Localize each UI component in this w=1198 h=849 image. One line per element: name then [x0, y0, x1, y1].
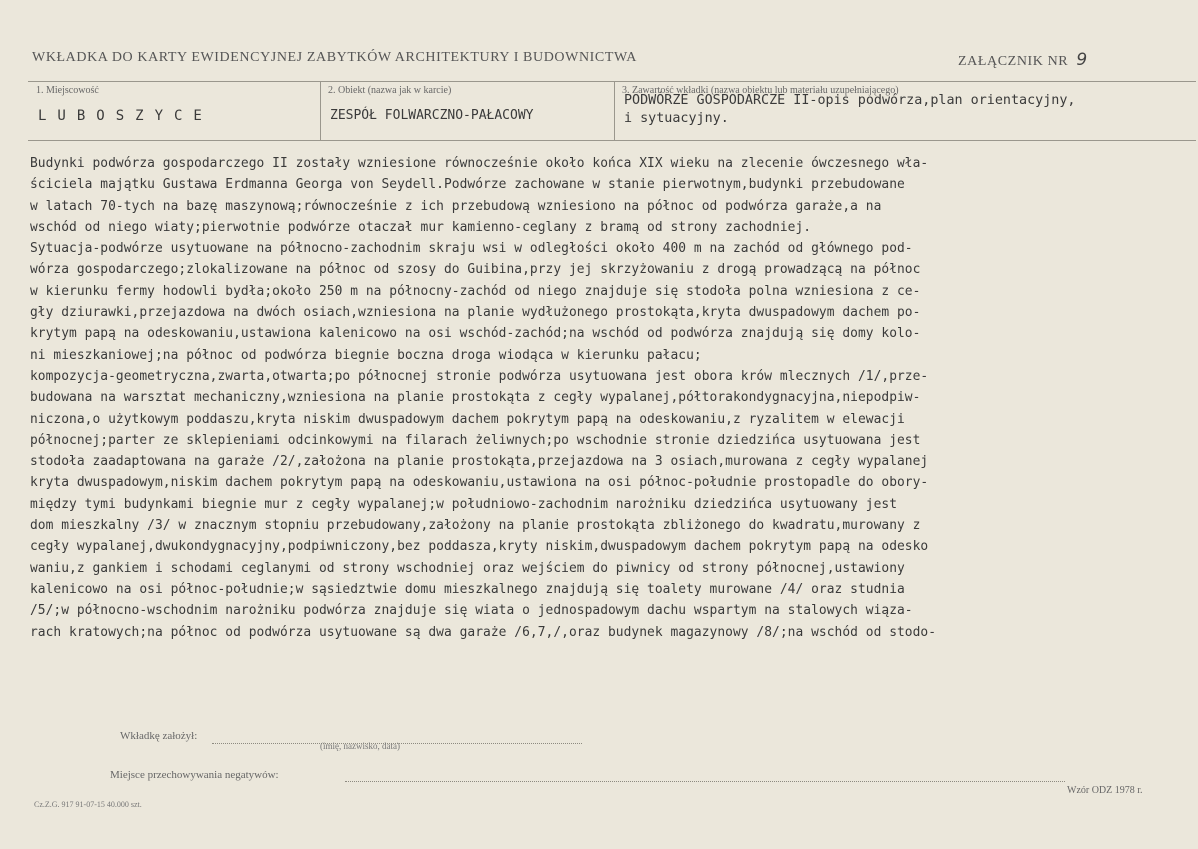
text-line: wschód od niego wiaty;pierwotnie podwórze otaczał mur kamienno-ceglany z bramą od strony zachodniej.: [30, 219, 812, 235]
text-line: Budynki podwórza gospodarczego II zostały wzniesione równocześnie około końca XIX wieku na zlecenie ówczesnego wła-: [30, 156, 929, 171]
field-3-value-line-1: PODWÓRZE GOSPODARCZE II-opis podwórza,plan orientacyjny,: [624, 93, 1076, 108]
header-rule: [28, 81, 1196, 82]
text-line: kalenicowo na osi północ-południe;w sąsiedztwie domu mieszkalnego znajdują się toalety murowane /4/ oraz studnia: [30, 581, 905, 597]
fields-bottom-rule: [28, 140, 1196, 141]
negatives-label: Miejsce przechowywania negatywów:: [110, 769, 279, 781]
form-title: WKŁADKA DO KARTY EWIDENCYJNEJ ZABYTKÓW ARCHITEKTURY I BUDOWNICTWA: [32, 50, 637, 65]
text-line: kompozycja-geometryczna,zwarta,otwarta;po północnej stronie podwórza usytuowana jest obora krów mlecznych /1/,prze-: [30, 368, 929, 384]
text-line: cegły wypalanej,dwukondygnacyjny,podpiwniczony,bez poddasza,kryty niskim,dwuspadowym dachem pokrytym papą na odesko: [30, 539, 929, 555]
wkladke-sublabel: (imię, nazwisko, data): [320, 741, 400, 751]
field-3-value-line-2: i sytuacyjny.: [624, 111, 729, 126]
text-line: między tymi budynkami biegnie mur z cegły wypalanej;w południowo-zachodnim narożniku dziedzińca usytuowany jest: [30, 496, 897, 512]
negatives-line: [345, 781, 1065, 782]
text-line: w latach 70-tych na bazę maszynową;równocześnie z ich przebudową wzniesiono na północ od podwórza garaże,a na: [30, 198, 882, 214]
text-line: stodoła zaadaptowana na garaże /2/,założona na planie prostokąta,przejazdowa na 3 osiach,murowana z cegły wypalanej: [30, 454, 929, 470]
text-line: kryta dwuspadowym,niskim dachem pokrytym papą na odeskowaniu,ustawiona na osi północ-południe prostopadle do obory-: [30, 475, 929, 491]
field-3-value: [624, 92, 1194, 128]
text-line: dom mieszkalny /3/ w znacznym stopniu przebudowany,założony na planie prostokąta zbliżonego do kwadratu,murowany z: [30, 518, 921, 534]
template-label: Wzór ODZ 1978 r.: [1067, 785, 1143, 796]
text-line: ściciela majątku Gustawa Erdmanna Georga von Seydell.Podwórze zachowane w stanie pierwotnym,budynki przebudowane: [30, 177, 905, 193]
text-line: północnej;parter ze sklepieniami odcinkowymi na filarach żeliwnych;po wschodnie stronie dziedzińca usytuowana jest: [30, 432, 921, 448]
text-line: wórza gospodarczego;zlokalizowane na północ od szosy do Guibina,przy jej skrzyżowaniu z drogą prowadzącą na północ: [30, 262, 921, 278]
print-code: Cz.Z.G. 917 91-07-15 40.000 szt.: [34, 800, 142, 809]
description-text: [30, 153, 1196, 643]
text-line: w kierunku fermy hodowli bydła;około 250 m na północny-zachód od niego znajduje się stodoła polna wzniesiona z ce-: [30, 283, 921, 299]
text-line: /5/;w północno-wschodnim narożniku podwórza znajduje się wiata o jednospadowym dachu wspartym na stalowych wiąza-: [30, 603, 913, 619]
field-2-label: 2. Obiekt (nazwa jak w karcie): [328, 85, 452, 96]
field-2-value: ZESPÓŁ FOLWARCZNO-PAŁACOWY: [330, 108, 534, 123]
field-1-label: 1. Miejscowość: [36, 85, 99, 96]
annex-label: [958, 50, 1088, 70]
field-3-label: 3. Zawartość wkładki (nazwa obiektu lub materiału uzupełniającego): [622, 85, 899, 96]
annex-label-text: ZAŁĄCZNIK NR: [958, 54, 1069, 69]
text-line: niczona,o użytkowym poddaszu,kryta niskim dwuspadowym dachem pokrytym papą na odeskowaniu,z ryzalitem w elewacji: [30, 411, 905, 427]
field-divider-1: [320, 81, 321, 140]
field-1-value: LUBOSZYCE: [38, 108, 213, 124]
text-line: budowana na warsztat mechaniczny,wzniesiona na planie prostokąta z cegły wypalanej,półtorakondygnacyjna,niepodpiw-: [30, 390, 921, 406]
text-line: rach kratowych;na północ od podwórza usytuowane są dwa garaże /6,7,/,oraz budynek magazynowy /8/;na wschód od stodo-: [30, 624, 937, 640]
text-line: krytym papą na odeskowaniu,ustawiona kalenicowo na osi wschód-zachód;na wschód od podwórza znajdują się domy kolo-: [30, 326, 921, 342]
text-line: ni mieszkaniowej;na północ od podwórza biegnie boczna droga wiodąca w kierunku pałacu;: [30, 347, 702, 363]
text-line: waniu,z gankiem i schodami ceglanymi od strony wschodniej oraz wejściem do piwnicy od strony północnej,ustawiony: [30, 560, 905, 576]
text-line: Sytuacja-podwórze usytuowane na północno-zachodnim skraju wsi w odległości około 400 m na zachód od głównego pod-: [30, 241, 913, 257]
wkladke-label: Wkładkę założył:: [120, 730, 198, 742]
text-line: gły dziurawki,przejazdowa na dwóch osiach,wzniesiona na planie wydłużonego prostokąta,kryta dwuspadowym dachem po-: [30, 305, 921, 321]
annex-number: 9: [1076, 50, 1088, 70]
field-divider-2: [614, 81, 615, 140]
